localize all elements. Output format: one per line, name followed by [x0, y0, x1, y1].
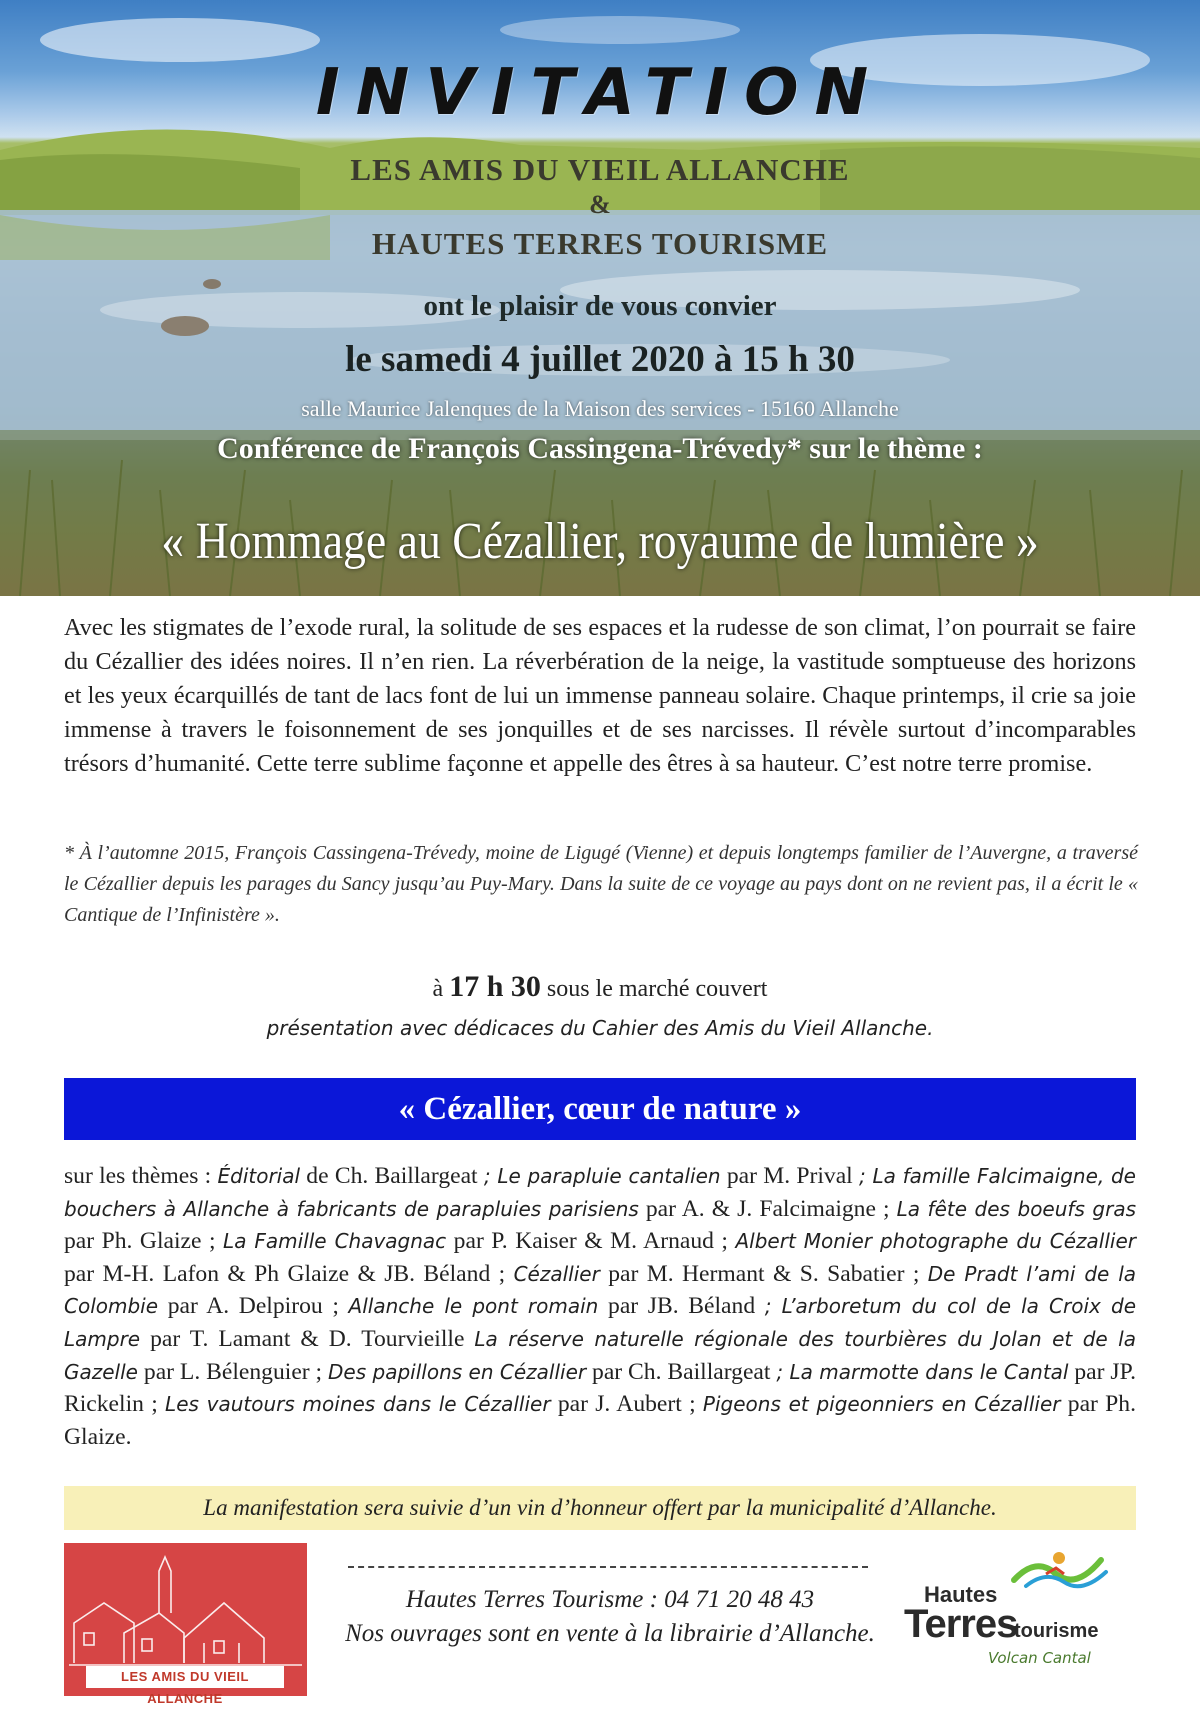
theme-article-title: ; La famille Falcimaigne, de bouchers à Allanche à fabricants de parapluies parisiens [64, 1164, 1136, 1221]
contact-info [300, 1583, 920, 1651]
organizer-amis-vieil-allanche: LES AMIS DU VIEIL ALLANCHE [350, 152, 850, 187]
bookstore-note: Nos ouvrages sont en vente à la librairie d’Allanche. [345, 1620, 875, 1647]
amis-vieil-allanche-logo [64, 1543, 307, 1706]
theme-author-text: par J. Aubert ; [550, 1391, 703, 1418]
event-venue: salle Maurice Jalenques de la Maison des services - 15160 Allanche [301, 396, 899, 421]
theme-article-title: De Pradt l’ami de la Colombie [64, 1261, 1137, 1319]
theme-author-text: par Ch. Baillargeat [586, 1358, 777, 1385]
theme-author-text: sur les thèmes : [64, 1163, 218, 1189]
second-event-time [0, 970, 1200, 1004]
theme-article-title: La Famille Chavagnac [223, 1229, 447, 1254]
theme-author-text: par T. Lamant & D. Tourvieille [140, 1325, 475, 1352]
theme-article-title: Allanche le pont romain [348, 1294, 599, 1319]
conference-intro: Conférence de François Cassingena-Trévedy* sur le thème : [217, 432, 983, 465]
theme-author-text: par JB. Béland [598, 1293, 765, 1320]
logo-terres: Terres [904, 1602, 1018, 1646]
theme-author-text: par Ph. Glaize ; [64, 1228, 224, 1255]
event-date: le samedi 4 juillet 2020 à 15 h 30 [345, 339, 855, 380]
theme-author-text: par M. Prival [720, 1163, 859, 1189]
theme-article-title: Pigeons et pigeonniers en Cézallier [702, 1392, 1061, 1417]
logo-tourisme: tourisme [1014, 1620, 1099, 1642]
time-location: sous le marché couvert [546, 976, 768, 1002]
description-paragraph: Avec les stigmates de l’exode rural, la solitude de ses espaces et la rudesse de son climat, l’on pourrait se faire du Cézallier des idées noires. Il n’en rien. La réverbération de la neige, la vastitude somptueuse des horizons et les yeux écarquillés de tant de lacs font de lui un immense panneau solaire. Chaque printemps, il crie sa joie immense à travers le foisonnement de ses jonquilles et de ses narcisses. Il révèle surtout d’incomparables trésors d’humanité. Cette terre sublime façonne et appelle des êtres à sa hauteur. C’est notre terre promise. [64, 614, 1136, 777]
theme-author-text: par A. Delpirou ; [158, 1293, 349, 1320]
theme-author-text: par L. Bélenguier ; [137, 1358, 329, 1385]
footer-divider [348, 1566, 868, 1568]
logo-tagline: Volcan Cantal [988, 1649, 1091, 1667]
theme-author-text: par JP. Rickelin ; [64, 1358, 1136, 1418]
themes-list [64, 1160, 1136, 1453]
theme-article-title: ; L’arboretum du col de la Croix de Lampre [64, 1294, 1136, 1351]
book-presentation: présentation avec dédicaces du Cahier des Amis du Vieil Allanche. [266, 1016, 934, 1040]
theme-author-text: par P. Kaiser & M. Arnaud ; [446, 1228, 736, 1255]
theme-article-title: ; La marmotte dans le Cantal [776, 1359, 1069, 1384]
theme-author-text: par M-H. Lafon & Ph Glaize & JB. Béland ; [64, 1260, 514, 1287]
theme-author-text: par M. Hermant & S. Sabatier ; [599, 1260, 928, 1287]
ampersand: & [589, 190, 611, 219]
theme-article-title: Les vautours moines dans le Cézallier [165, 1392, 551, 1417]
invitation-phrase: ont le plaisir de vous convier [423, 290, 777, 322]
book-title-banner: « Cézallier, cœur de nature » [64, 1078, 1136, 1140]
hautes-terres-tourisme-logo [896, 1538, 1136, 1688]
hero-banner [0, 0, 1200, 596]
theme-author-text: par A. & J. Falcimaigne ; [638, 1195, 897, 1222]
theme-author-text: de Ch. Baillargeat [300, 1163, 484, 1189]
theme-article-title: La réserve naturelle régionale des tourbières du Jolan et de la Gazelle [64, 1326, 1136, 1384]
organizer-hautes-terres-tourisme: HAUTES TERRES TOURISME [371, 226, 829, 261]
logo-hautes: Hautes [924, 1582, 998, 1607]
theme-article-title: ; Le parapluie cantalien [483, 1164, 721, 1188]
contact-phone: Hautes Terres Tourisme : 04 71 20 48 43 [405, 1586, 815, 1613]
theme-author-text: par Ph. Glaize. [64, 1391, 1136, 1450]
conference-title: « Hommage au Cézallier, royaume de lumière » [161, 513, 1039, 570]
invitation-title: INVITATION [315, 56, 885, 130]
theme-article-title: Cézallier [513, 1261, 600, 1286]
time-value: 17 h 30 [449, 970, 541, 1003]
theme-article-title: La fête des boeufs gras [896, 1196, 1136, 1221]
time-prefix: à [432, 976, 444, 1002]
amis-logo-label: LES AMIS DU VIEIL ALLANCHE [86, 1666, 284, 1688]
reception-notice: La manifestation sera suivie d’un vin d’honneur offert par la municipalité d’Allanche. [64, 1486, 1136, 1530]
theme-article-title: Albert Monier photographe du Cézallier [735, 1229, 1136, 1254]
theme-article-title: Éditorial [217, 1164, 301, 1188]
theme-article-title: Des papillons en Cézallier [328, 1359, 587, 1384]
speaker-footnote: * À l’automne 2015, François Cassingena-Trévedy, moine de Ligugé (Vienne) et depuis longtemps familier de l’Auvergne, a traversé le Cézallier depuis les parages du Sancy jusqu’au Puy-Mary. Dans la suite de ce voyage au pays dont on ne revient pas, il a écrit le « Cantique de l’Infinistère ». [64, 842, 1138, 926]
